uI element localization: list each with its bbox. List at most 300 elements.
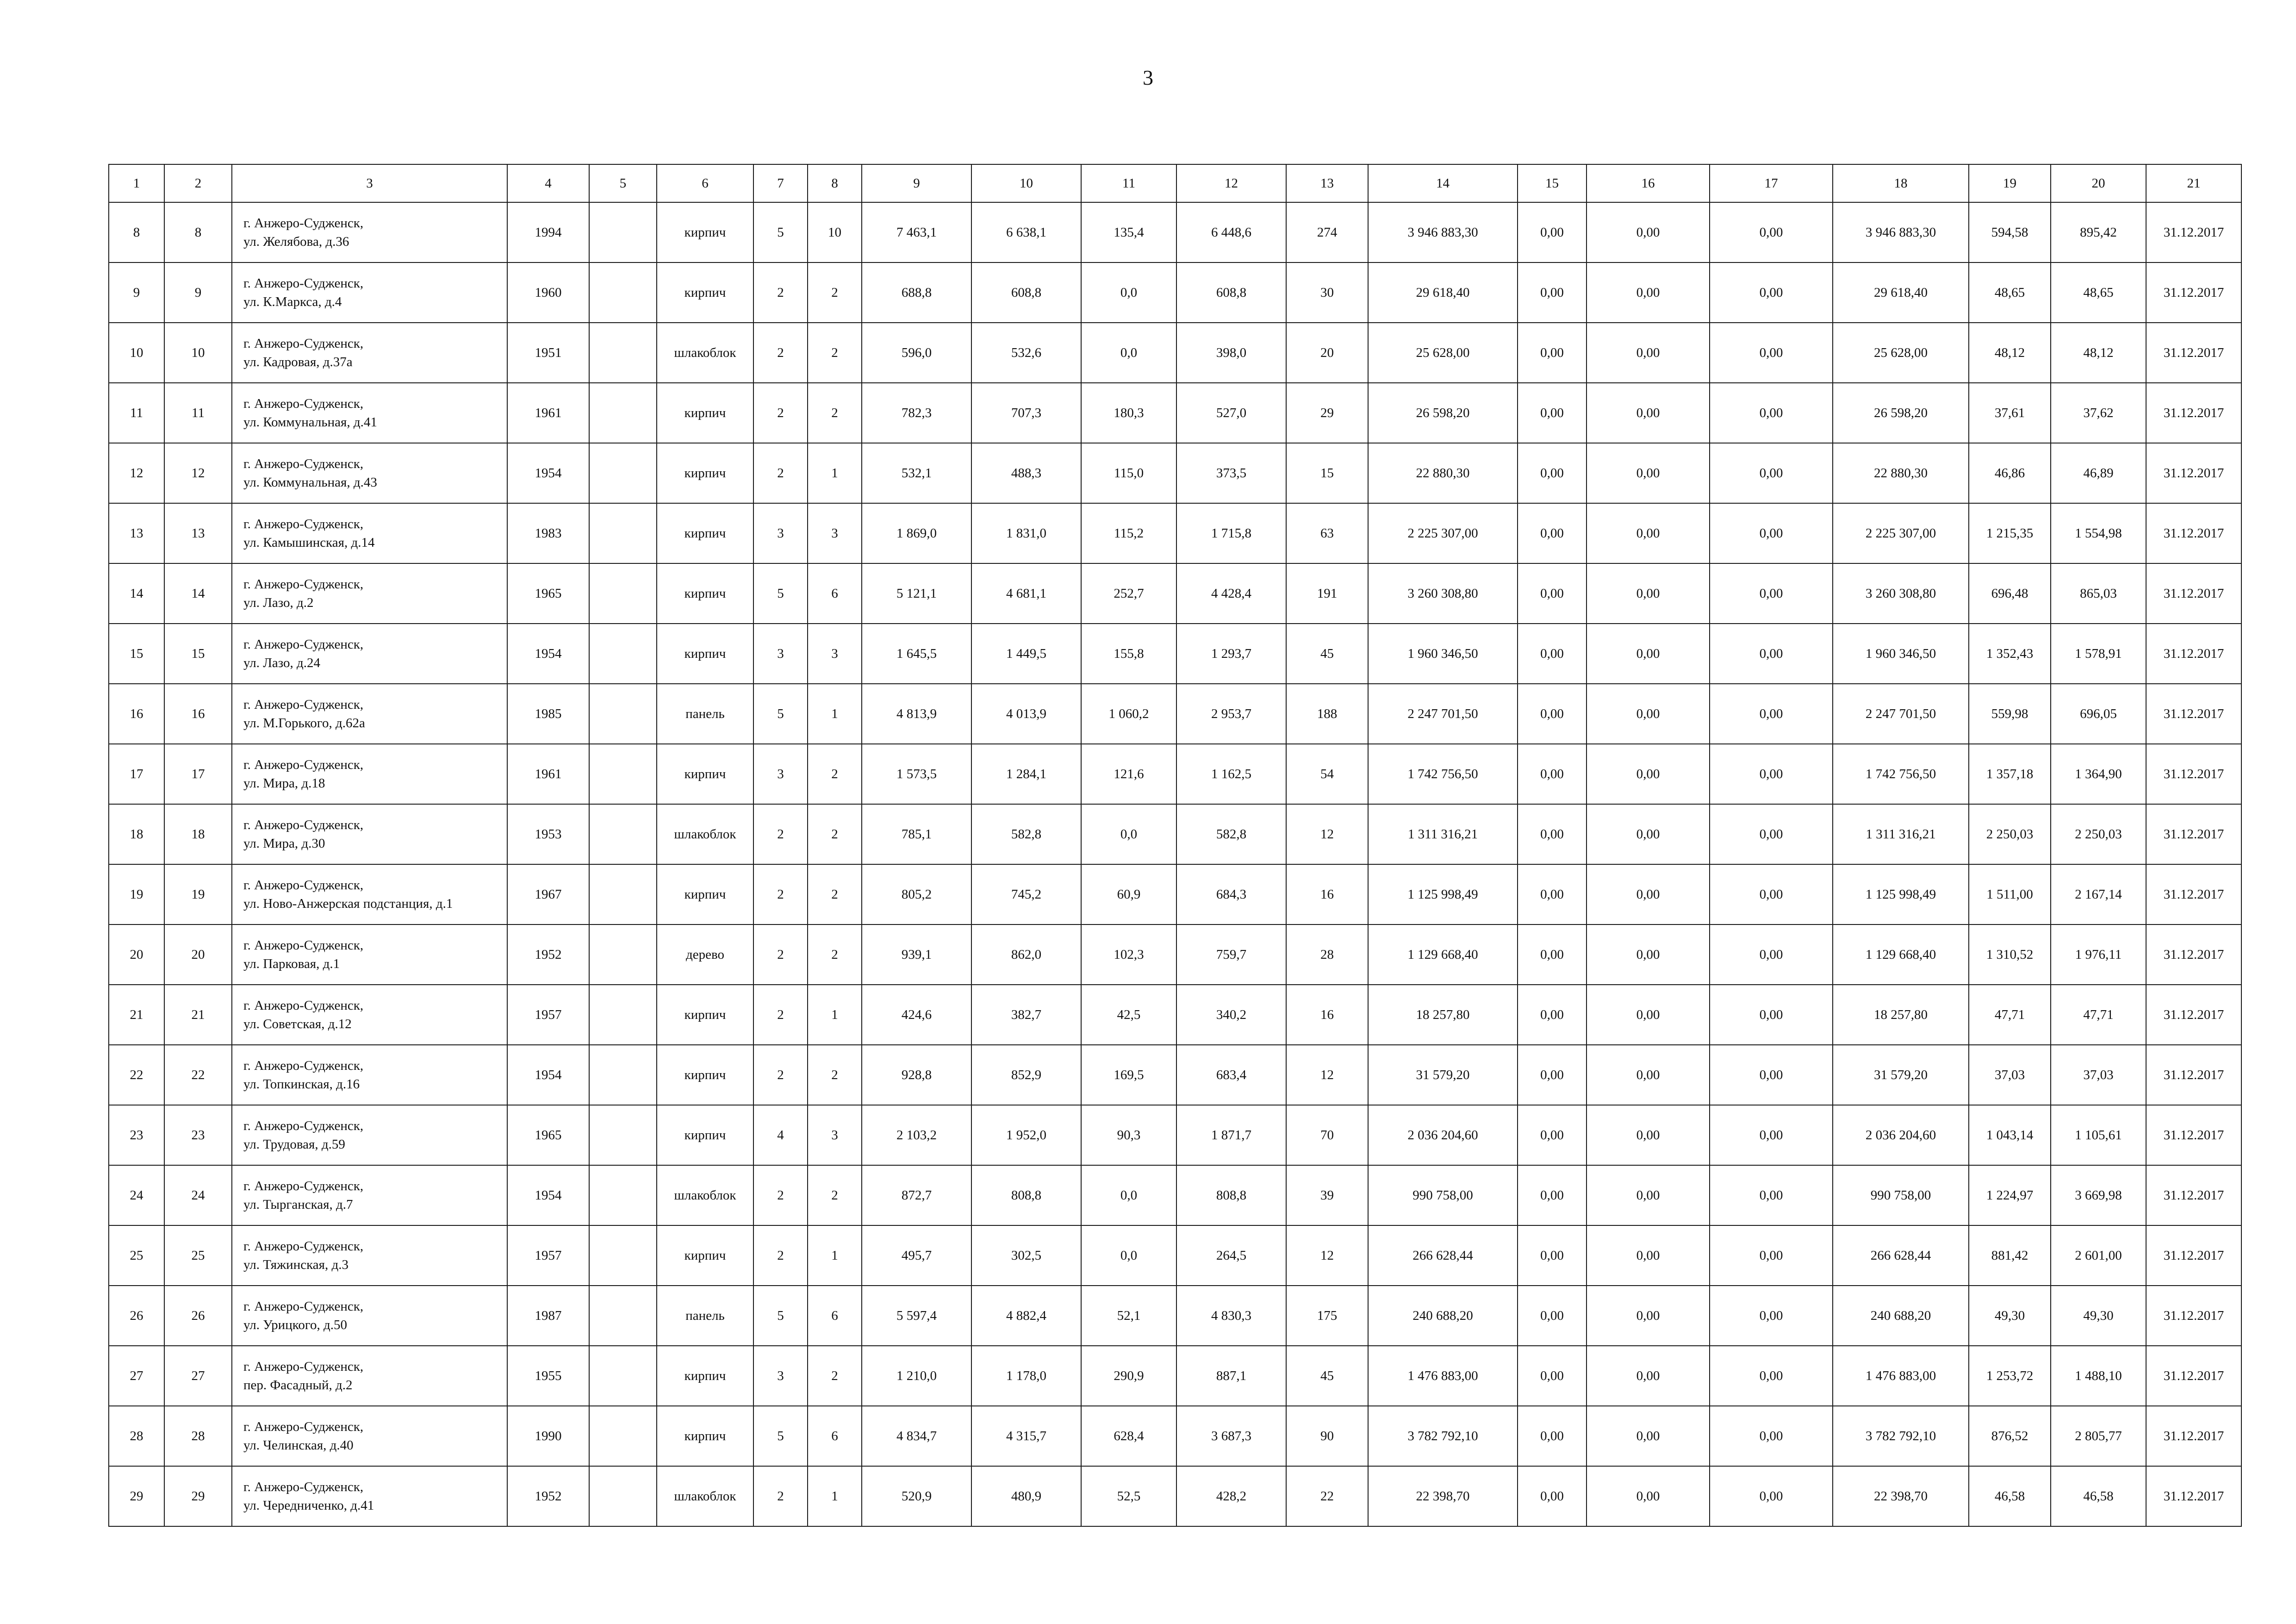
cell-address [232, 563, 507, 624]
cell-col-20: 1 364,90 [2051, 744, 2146, 804]
cell-col-16: 0,00 [1587, 624, 1710, 684]
cell-col-11: 115,2 [1081, 503, 1176, 563]
cell-col-13: 20 [1286, 323, 1368, 383]
cell-col-13: 15 [1286, 443, 1368, 503]
cell-col-6: шлакоблок [657, 1466, 753, 1526]
cell-col-14: 3 946 883,30 [1368, 202, 1518, 262]
cell-col-9: 596,0 [862, 323, 971, 383]
table-row [109, 1406, 2241, 1466]
cell-col-16: 0,00 [1587, 563, 1710, 624]
cell-col-1: 19 [109, 864, 164, 924]
cell-col-21: 31.12.2017 [2146, 323, 2241, 383]
cell-col-8: 3 [808, 1105, 862, 1165]
address-street: ул. М.Горького, д.62а [243, 716, 365, 731]
cell-col-16: 0,00 [1587, 202, 1710, 262]
cell-col-14: 1 311 316,21 [1368, 804, 1518, 864]
table-row [109, 1225, 2241, 1286]
cell-col-13: 28 [1286, 924, 1368, 985]
table-row [109, 563, 2241, 624]
cell-col-13: 12 [1286, 1045, 1368, 1105]
cell-col-8: 2 [808, 924, 862, 985]
column-number-8: 8 [808, 164, 862, 202]
cell-address [232, 383, 507, 443]
cell-col-19: 46,86 [1969, 443, 2051, 503]
address-street: ул. Парковая, д.1 [243, 956, 340, 971]
cell-col-6: кирпич [657, 262, 753, 323]
address-street: ул. Топкинская, д.16 [243, 1077, 360, 1092]
cell-col-10: 4 315,7 [971, 1406, 1081, 1466]
cell-col-18: 18 257,80 [1833, 985, 1969, 1045]
cell-address [232, 262, 507, 323]
cell-col-5 [589, 1406, 657, 1466]
cell-col-2: 29 [164, 1466, 232, 1526]
cell-col-8: 2 [808, 323, 862, 383]
cell-col-10: 1 952,0 [971, 1105, 1081, 1165]
cell-col-14: 1 742 756,50 [1368, 744, 1518, 804]
cell-col-14: 3 260 308,80 [1368, 563, 1518, 624]
cell-col-19: 48,12 [1969, 323, 2051, 383]
cell-address [232, 804, 507, 864]
cell-col-13: 45 [1286, 624, 1368, 684]
column-number-13: 13 [1286, 164, 1368, 202]
address-street: ул. К.Маркса, д.4 [243, 294, 342, 309]
cell-col-11: 102,3 [1081, 924, 1176, 985]
address-street: ул. Камышинская, д.14 [243, 535, 375, 550]
cell-address [232, 744, 507, 804]
cell-col-4: 1954 [507, 624, 589, 684]
cell-col-21: 31.12.2017 [2146, 1466, 2241, 1526]
cell-col-2: 25 [164, 1225, 232, 1286]
cell-col-17: 0,00 [1710, 443, 1833, 503]
cell-col-12: 1 871,7 [1176, 1105, 1286, 1165]
cell-col-14: 29 618,40 [1368, 262, 1518, 323]
address-city: г. Анжеро-Судженск, [243, 697, 364, 712]
cell-col-4: 1961 [507, 744, 589, 804]
column-number-20: 20 [2051, 164, 2146, 202]
cell-col-21: 31.12.2017 [2146, 443, 2241, 503]
cell-col-5 [589, 1466, 657, 1526]
cell-address [232, 1466, 507, 1526]
cell-col-2: 19 [164, 864, 232, 924]
cell-col-11: 1 060,2 [1081, 684, 1176, 744]
cell-col-11: 52,5 [1081, 1466, 1176, 1526]
cell-col-21: 31.12.2017 [2146, 744, 2241, 804]
housing-registry-table [108, 164, 2242, 1527]
cell-col-18: 22 880,30 [1833, 443, 1969, 503]
cell-col-1: 9 [109, 262, 164, 323]
cell-col-19: 559,98 [1969, 684, 2051, 744]
cell-col-16: 0,00 [1587, 323, 1710, 383]
cell-col-15: 0,00 [1518, 1406, 1587, 1466]
cell-col-7: 2 [753, 1045, 808, 1105]
cell-col-9: 805,2 [862, 864, 971, 924]
cell-col-7: 5 [753, 202, 808, 262]
address-city: г. Анжеро-Судженск, [243, 1480, 364, 1494]
cell-col-1: 10 [109, 323, 164, 383]
cell-col-9: 939,1 [862, 924, 971, 985]
cell-col-11: 0,0 [1081, 1225, 1176, 1286]
cell-col-4: 1954 [507, 1045, 589, 1105]
cell-col-11: 169,5 [1081, 1045, 1176, 1105]
table-row [109, 383, 2241, 443]
cell-col-5 [589, 684, 657, 744]
cell-col-14: 266 628,44 [1368, 1225, 1518, 1286]
cell-col-10: 6 638,1 [971, 202, 1081, 262]
cell-col-6: кирпич [657, 744, 753, 804]
cell-col-8: 1 [808, 1466, 862, 1526]
cell-col-16: 0,00 [1587, 1406, 1710, 1466]
cell-col-20: 1 976,11 [2051, 924, 2146, 985]
cell-col-13: 70 [1286, 1105, 1368, 1165]
cell-col-8: 2 [808, 864, 862, 924]
cell-col-15: 0,00 [1518, 744, 1587, 804]
cell-col-12: 264,5 [1176, 1225, 1286, 1286]
cell-col-12: 4 830,3 [1176, 1286, 1286, 1346]
cell-col-19: 1 511,00 [1969, 864, 2051, 924]
cell-col-18: 2 225 307,00 [1833, 503, 1969, 563]
address-city: г. Анжеро-Судженск, [243, 998, 364, 1013]
address-city: г. Анжеро-Судженск, [243, 818, 364, 832]
cell-col-17: 0,00 [1710, 1105, 1833, 1165]
cell-col-5 [589, 804, 657, 864]
cell-col-10: 707,3 [971, 383, 1081, 443]
cell-col-5 [589, 1225, 657, 1286]
cell-col-6: кирпич [657, 985, 753, 1045]
cell-col-18: 3 260 308,80 [1833, 563, 1969, 624]
address-city: г. Анжеро-Судженск, [243, 938, 364, 953]
cell-col-16: 0,00 [1587, 1346, 1710, 1406]
cell-col-15: 0,00 [1518, 864, 1587, 924]
cell-col-9: 5 121,1 [862, 563, 971, 624]
cell-col-17: 0,00 [1710, 262, 1833, 323]
cell-col-9: 785,1 [862, 804, 971, 864]
table-row [109, 1346, 2241, 1406]
address-city: г. Анжеро-Судженск, [243, 1179, 364, 1193]
column-number-2: 2 [164, 164, 232, 202]
cell-col-6: шлакоблок [657, 804, 753, 864]
cell-col-10: 302,5 [971, 1225, 1081, 1286]
cell-col-10: 4 681,1 [971, 563, 1081, 624]
cell-col-5 [589, 624, 657, 684]
cell-col-15: 0,00 [1518, 202, 1587, 262]
cell-col-2: 14 [164, 563, 232, 624]
cell-col-6: кирпич [657, 202, 753, 262]
cell-col-11: 0,0 [1081, 804, 1176, 864]
cell-col-21: 31.12.2017 [2146, 1406, 2241, 1466]
cell-col-14: 26 598,20 [1368, 383, 1518, 443]
cell-col-20: 2 167,14 [2051, 864, 2146, 924]
cell-col-16: 0,00 [1587, 684, 1710, 744]
cell-col-5 [589, 1105, 657, 1165]
cell-col-14: 18 257,80 [1368, 985, 1518, 1045]
cell-col-1: 26 [109, 1286, 164, 1346]
page-number: 3 [1143, 66, 1153, 89]
cell-col-10: 1 831,0 [971, 503, 1081, 563]
cell-col-15: 0,00 [1518, 985, 1587, 1045]
cell-col-14: 1 129 668,40 [1368, 924, 1518, 985]
table-row [109, 1105, 2241, 1165]
cell-col-1: 20 [109, 924, 164, 985]
cell-col-4: 1953 [507, 804, 589, 864]
cell-col-10: 808,8 [971, 1165, 1081, 1225]
cell-col-6: кирпич [657, 1406, 753, 1466]
cell-col-6: шлакоблок [657, 323, 753, 383]
address-city: г. Анжеро-Судженск, [243, 336, 364, 351]
cell-col-21: 31.12.2017 [2146, 1346, 2241, 1406]
cell-col-15: 0,00 [1518, 924, 1587, 985]
address-city: г. Анжеро-Судженск, [243, 517, 364, 531]
cell-col-16: 0,00 [1587, 443, 1710, 503]
cell-col-10: 480,9 [971, 1466, 1081, 1526]
cell-col-7: 2 [753, 804, 808, 864]
column-number-16: 16 [1587, 164, 1710, 202]
cell-col-1: 21 [109, 985, 164, 1045]
table-row [109, 924, 2241, 985]
cell-address [232, 985, 507, 1045]
cell-col-15: 0,00 [1518, 1165, 1587, 1225]
cell-col-10: 532,6 [971, 323, 1081, 383]
cell-col-14: 22 398,70 [1368, 1466, 1518, 1526]
cell-col-7: 2 [753, 262, 808, 323]
cell-col-14: 25 628,00 [1368, 323, 1518, 383]
cell-address [232, 864, 507, 924]
cell-col-6: дерево [657, 924, 753, 985]
cell-col-6: кирпич [657, 1346, 753, 1406]
address-city: г. Анжеро-Судженск, [243, 757, 364, 772]
cell-col-5 [589, 323, 657, 383]
cell-col-17: 0,00 [1710, 1286, 1833, 1346]
cell-col-16: 0,00 [1587, 1105, 1710, 1165]
cell-col-20: 49,30 [2051, 1286, 2146, 1346]
cell-col-19: 1 253,72 [1969, 1346, 2051, 1406]
cell-col-4: 1951 [507, 323, 589, 383]
cell-col-17: 0,00 [1710, 985, 1833, 1045]
cell-col-9: 2 103,2 [862, 1105, 971, 1165]
address-city: г. Анжеро-Судженск, [243, 1299, 364, 1314]
cell-col-7: 2 [753, 985, 808, 1045]
table-row [109, 443, 2241, 503]
cell-col-20: 47,71 [2051, 985, 2146, 1045]
cell-col-18: 22 398,70 [1833, 1466, 1969, 1526]
cell-col-9: 1 869,0 [862, 503, 971, 563]
cell-col-2: 15 [164, 624, 232, 684]
cell-col-20: 1 488,10 [2051, 1346, 2146, 1406]
cell-col-8: 6 [808, 1406, 862, 1466]
cell-col-17: 0,00 [1710, 864, 1833, 924]
address-city: г. Анжеро-Судженск, [243, 1419, 364, 1434]
address-street: ул. Кадровая, д.37а [243, 355, 353, 369]
cell-col-7: 3 [753, 1346, 808, 1406]
cell-col-12: 428,2 [1176, 1466, 1286, 1526]
cell-col-9: 495,7 [862, 1225, 971, 1286]
cell-col-2: 10 [164, 323, 232, 383]
table-body [109, 164, 2241, 1526]
cell-col-12: 1 162,5 [1176, 744, 1286, 804]
address-street: ул. Челинская, д.40 [243, 1438, 354, 1453]
table-row [109, 985, 2241, 1045]
cell-col-14: 2 225 307,00 [1368, 503, 1518, 563]
cell-col-20: 1 105,61 [2051, 1105, 2146, 1165]
cell-col-9: 1 210,0 [862, 1346, 971, 1406]
cell-col-1: 8 [109, 202, 164, 262]
cell-col-19: 876,52 [1969, 1406, 2051, 1466]
cell-address [232, 1225, 507, 1286]
address-city: г. Анжеро-Судженск, [243, 878, 364, 893]
cell-col-10: 1 449,5 [971, 624, 1081, 684]
cell-col-18: 1 311 316,21 [1833, 804, 1969, 864]
cell-col-21: 31.12.2017 [2146, 684, 2241, 744]
cell-col-4: 1987 [507, 1286, 589, 1346]
address-street: ул. Лазо, д.2 [243, 595, 314, 610]
cell-col-2: 28 [164, 1406, 232, 1466]
address-city: г. Анжеро-Судженск, [243, 577, 364, 592]
cell-col-6: кирпич [657, 1105, 753, 1165]
cell-col-2: 23 [164, 1105, 232, 1165]
cell-col-13: 30 [1286, 262, 1368, 323]
cell-col-15: 0,00 [1518, 1045, 1587, 1105]
table-row [109, 323, 2241, 383]
cell-col-15: 0,00 [1518, 1466, 1587, 1526]
cell-col-7: 5 [753, 1286, 808, 1346]
cell-col-17: 0,00 [1710, 624, 1833, 684]
cell-col-8: 10 [808, 202, 862, 262]
cell-col-8: 1 [808, 985, 862, 1045]
cell-col-16: 0,00 [1587, 924, 1710, 985]
cell-col-6: кирпич [657, 1225, 753, 1286]
cell-col-14: 990 758,00 [1368, 1165, 1518, 1225]
cell-col-18: 31 579,20 [1833, 1045, 1969, 1105]
cell-col-1: 13 [109, 503, 164, 563]
cell-col-11: 121,6 [1081, 744, 1176, 804]
cell-col-7: 2 [753, 924, 808, 985]
cell-col-7: 5 [753, 1406, 808, 1466]
cell-col-1: 16 [109, 684, 164, 744]
cell-col-7: 4 [753, 1105, 808, 1165]
cell-col-7: 2 [753, 1225, 808, 1286]
address-street: ул. Коммунальная, д.43 [243, 475, 377, 490]
cell-col-19: 46,58 [1969, 1466, 2051, 1526]
cell-col-10: 382,7 [971, 985, 1081, 1045]
cell-col-20: 37,03 [2051, 1045, 2146, 1105]
cell-col-1: 18 [109, 804, 164, 864]
table-row [109, 1466, 2241, 1526]
cell-col-19: 1 357,18 [1969, 744, 2051, 804]
cell-col-17: 0,00 [1710, 1225, 1833, 1286]
cell-col-17: 0,00 [1710, 1346, 1833, 1406]
cell-col-15: 0,00 [1518, 262, 1587, 323]
cell-col-2: 27 [164, 1346, 232, 1406]
cell-col-18: 29 618,40 [1833, 262, 1969, 323]
cell-col-8: 1 [808, 443, 862, 503]
cell-col-5 [589, 503, 657, 563]
cell-col-9: 872,7 [862, 1165, 971, 1225]
cell-col-8: 2 [808, 1165, 862, 1225]
cell-col-17: 0,00 [1710, 684, 1833, 744]
cell-col-15: 0,00 [1518, 624, 1587, 684]
cell-col-8: 3 [808, 624, 862, 684]
cell-col-12: 340,2 [1176, 985, 1286, 1045]
cell-address [232, 624, 507, 684]
cell-col-9: 1 573,5 [862, 744, 971, 804]
cell-col-21: 31.12.2017 [2146, 563, 2241, 624]
cell-col-7: 2 [753, 1466, 808, 1526]
cell-address [232, 684, 507, 744]
cell-col-6: панель [657, 1286, 753, 1346]
column-number-12: 12 [1176, 164, 1286, 202]
cell-col-10: 608,8 [971, 262, 1081, 323]
column-number-6: 6 [657, 164, 753, 202]
cell-col-18: 1 129 668,40 [1833, 924, 1969, 985]
cell-col-8: 1 [808, 1225, 862, 1286]
cell-col-5 [589, 262, 657, 323]
cell-col-12: 759,7 [1176, 924, 1286, 985]
cell-col-15: 0,00 [1518, 1225, 1587, 1286]
cell-col-11: 90,3 [1081, 1105, 1176, 1165]
address-street: ул. Лазо, д.24 [243, 656, 321, 670]
cell-col-1: 27 [109, 1346, 164, 1406]
cell-col-21: 31.12.2017 [2146, 924, 2241, 985]
cell-col-1: 29 [109, 1466, 164, 1526]
cell-col-4: 1965 [507, 563, 589, 624]
cell-col-13: 22 [1286, 1466, 1368, 1526]
cell-col-9: 5 597,4 [862, 1286, 971, 1346]
column-number-3: 3 [232, 164, 507, 202]
cell-col-12: 887,1 [1176, 1346, 1286, 1406]
cell-col-9: 4 834,7 [862, 1406, 971, 1466]
cell-col-19: 49,30 [1969, 1286, 2051, 1346]
cell-col-21: 31.12.2017 [2146, 1105, 2241, 1165]
cell-col-4: 1994 [507, 202, 589, 262]
cell-col-6: кирпич [657, 383, 753, 443]
cell-col-2: 20 [164, 924, 232, 985]
cell-col-14: 2 247 701,50 [1368, 684, 1518, 744]
cell-col-10: 4 882,4 [971, 1286, 1081, 1346]
table-row [109, 684, 2241, 744]
cell-col-15: 0,00 [1518, 804, 1587, 864]
cell-col-10: 852,9 [971, 1045, 1081, 1105]
table-row [109, 864, 2241, 924]
cell-col-12: 3 687,3 [1176, 1406, 1286, 1466]
cell-col-5 [589, 1346, 657, 1406]
cell-address [232, 1105, 507, 1165]
cell-col-7: 5 [753, 563, 808, 624]
cell-col-11: 0,0 [1081, 1165, 1176, 1225]
cell-col-8: 2 [808, 1045, 862, 1105]
column-number-14: 14 [1368, 164, 1518, 202]
cell-col-20: 696,05 [2051, 684, 2146, 744]
cell-col-5 [589, 443, 657, 503]
cell-col-18: 1 960 346,50 [1833, 624, 1969, 684]
cell-col-12: 6 448,6 [1176, 202, 1286, 262]
cell-col-20: 2 805,77 [2051, 1406, 2146, 1466]
cell-col-16: 0,00 [1587, 744, 1710, 804]
column-number-19: 19 [1969, 164, 2051, 202]
cell-col-11: 60,9 [1081, 864, 1176, 924]
cell-col-10: 862,0 [971, 924, 1081, 985]
cell-col-18: 3 782 792,10 [1833, 1406, 1969, 1466]
cell-col-2: 8 [164, 202, 232, 262]
cell-col-19: 881,42 [1969, 1225, 2051, 1286]
address-city: г. Анжеро-Судженск, [243, 1359, 364, 1374]
cell-col-2: 9 [164, 262, 232, 323]
cell-col-6: кирпич [657, 503, 753, 563]
column-number-row [109, 164, 2241, 202]
cell-col-14: 3 782 792,10 [1368, 1406, 1518, 1466]
table-row [109, 202, 2241, 262]
table-row [109, 503, 2241, 563]
cell-col-14: 2 036 204,60 [1368, 1105, 1518, 1165]
cell-col-4: 1954 [507, 443, 589, 503]
